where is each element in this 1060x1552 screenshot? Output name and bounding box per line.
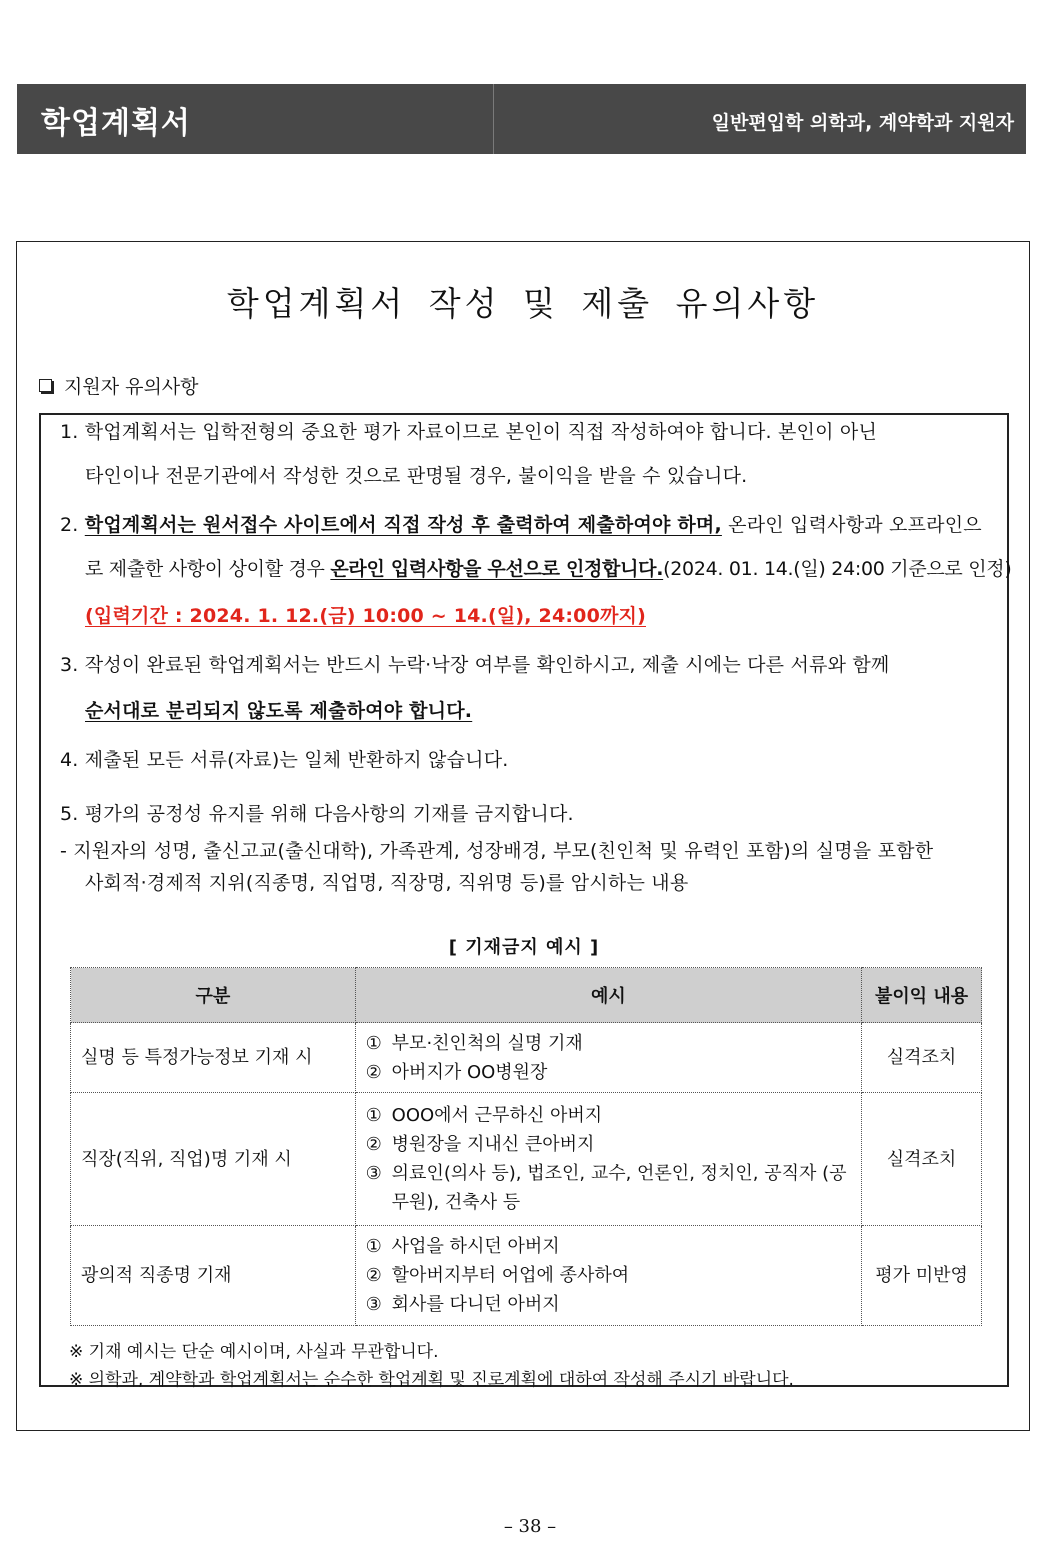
row-category: 광의적 직종명 기재: [71, 1226, 356, 1326]
item-3-line-1: 3. 작성이 완료된 학업계획서는 반드시 누락·낙장 여부를 확인하시고, 제출 시에는 다른 서류와 함께: [60, 654, 890, 676]
table-header-row: [71, 968, 982, 1023]
example-item: [366, 1058, 851, 1087]
example-number: ②: [365, 1134, 382, 1155]
notice-list-box: [39, 413, 1012, 1390]
item-2-line-2-date: (2024. 01. 14.(일) 24:00 기준으로 인정): [663, 558, 1012, 580]
example-text: 부모·친인척의 실명 기재: [391, 1032, 583, 1054]
document-header: [17, 84, 1026, 154]
page-title: 학업계획서 작성 및 제출 유의사항: [226, 284, 820, 323]
item-2-line-2-emphasis: 온라인 입력사항을 우선으로 인정합니다.: [330, 558, 664, 580]
example-text: 아버지가 OO병원장: [391, 1061, 548, 1083]
input-period-notice: (입력기간 : 2024. 1. 12.(금) 10:00 ~ 14.(일), 24:00까지): [85, 605, 646, 627]
item-2-line-2: [85, 554, 1011, 581]
example-text: 할아버지부터 어업에 종사하여: [391, 1265, 630, 1286]
example-text: 병원장을 지내신 큰아버지: [391, 1134, 595, 1155]
table-row: [71, 1023, 982, 1093]
section-heading: [39, 372, 199, 399]
example-text: 회사를 다니던 아버지: [391, 1294, 560, 1315]
column-header: 예시: [355, 968, 861, 1023]
note-instruction: ※ 의학과, 계약학과 학업계획서는 순수한 학업계획 및 진로계획에 대하여 작성해 주시기 바랍니다.: [69, 1370, 794, 1390]
header-title: 학업계획서: [41, 106, 191, 141]
item-2-emphasis: 학업계획서는 원서접수 사이트에서 직접 작성 후 출력하여 제출하여야 하며,: [84, 514, 722, 536]
item-5-sub-line-2: 사회적·경제적 지위(직종명, 직업명, 직장명, 직위명 등)를 암시하는 내용: [85, 872, 689, 894]
column-header: 구분: [71, 968, 356, 1023]
row-penalty: 평가 미반영: [862, 1226, 982, 1326]
row-examples: [355, 1023, 861, 1093]
example-item: [366, 1029, 851, 1058]
item-5: 5. 평가의 공정성 유지를 위해 다음사항의 기재를 금지합니다.: [60, 803, 574, 825]
table-row: [71, 1226, 982, 1326]
item-1-line-2: 타인이나 전문기관에서 작성한 것으로 판명될 경우, 불이익을 받을 수 있습니다.: [85, 465, 748, 487]
row-examples: [355, 1093, 861, 1226]
item-2-line-1: [60, 510, 982, 537]
example-item: [366, 1232, 851, 1261]
example-text: 사업을 하시던 아버지: [391, 1236, 560, 1257]
item-2-text: 온라인 입력사항과 오프라인으: [721, 514, 982, 536]
example-number: ③: [365, 1294, 382, 1315]
table-row: [71, 1093, 982, 1226]
notice-box: [16, 241, 1030, 1431]
example-item: [366, 1159, 851, 1217]
example-number: ①: [365, 1236, 382, 1257]
example-number: ①: [365, 1032, 382, 1054]
example-number: ③: [365, 1163, 382, 1184]
example-number: ②: [365, 1061, 382, 1083]
row-examples: [355, 1226, 861, 1326]
item-2-number: 2.: [60, 514, 85, 536]
item-5-sub-line-1: - 지원자의 성명, 출신고교(출신대학), 가족관계, 성장배경, 부모(친인척 및 유력인 포함)의 실명을 포함한: [60, 840, 934, 862]
checkbox-bullet-icon: [39, 379, 52, 392]
item-4: 4. 제출된 모든 서류(자료)는 일체 반환하지 않습니다.: [60, 749, 509, 771]
header-divider: [493, 84, 494, 154]
example-item: [366, 1130, 851, 1159]
example-number: ①: [365, 1105, 382, 1126]
row-category: 실명 등 특정가능정보 기재 시: [71, 1023, 356, 1093]
example-text: OOO에서 근무하신 아버지: [391, 1105, 603, 1126]
example-text: 의료인(의사 등), 법조인, 교수, 언론인, 정치인, 공직자 (공무원), 건축사 등: [391, 1163, 847, 1213]
column-header: 불이익 내용: [862, 968, 982, 1023]
note-disclaimer: ※ 기재 예시는 단순 예시이며, 사실과 무관합니다.: [69, 1342, 439, 1362]
row-penalty: 실격조치: [862, 1093, 982, 1226]
prohibited-examples-table: [70, 967, 982, 1326]
page-number: – 38 –: [503, 1516, 557, 1537]
row-category: 직장(직위, 직업)명 기재 시: [71, 1093, 356, 1226]
example-item: [366, 1101, 851, 1130]
item-2-line-2-text: 로 제출한 사항이 상이할 경우: [85, 558, 331, 580]
section-heading-label: 지원자 유의사항: [64, 376, 199, 398]
header-subtitle: 일반편입학 의학과, 계약학과 지원자: [711, 112, 1014, 134]
example-item: [366, 1290, 851, 1319]
table-title: [ 기재금지 예시 ]: [448, 937, 600, 958]
item-1-line-1: 1. 학업계획서는 입학전형의 중요한 평가 자료이므로 본인이 직접 작성하여야 합니다. 본인이 아닌: [60, 421, 878, 443]
example-number: ②: [365, 1265, 382, 1286]
item-3-line-2: 순서대로 분리되지 않도록 제출하여야 합니다.: [85, 700, 473, 722]
example-item: [366, 1261, 851, 1290]
row-penalty: 실격조치: [862, 1023, 982, 1093]
